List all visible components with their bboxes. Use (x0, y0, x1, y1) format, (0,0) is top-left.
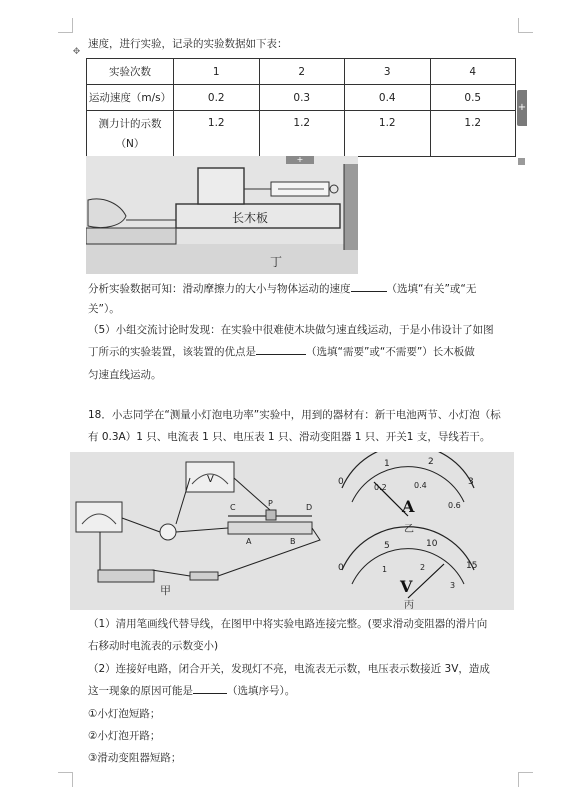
table-cell: 1.2 (259, 111, 345, 157)
page-corner-mark (58, 772, 73, 787)
voltmeter-bottom-tick: 3 (450, 581, 456, 590)
page-corner-mark (518, 772, 533, 787)
q18-text: 这一现象的原因可能是 (88, 685, 193, 697)
caption-bing: 丙 (404, 600, 414, 610)
caption-yi: 乙 (404, 524, 414, 535)
add-column-button[interactable]: + (517, 90, 527, 126)
voltmeter-top-tick: 10 (426, 539, 438, 549)
answer-blank[interactable] (351, 279, 387, 292)
caption-jia: 甲 (160, 584, 171, 597)
table-cell: 2 (259, 59, 345, 85)
analysis-line2: 关”）。 (88, 303, 120, 315)
q18-line1: 18．小志同学在“测量小灯泡电功率”实验中，用到的器材有：新干电池两节、小灯泡（标 (88, 409, 501, 421)
table-cell: 1.2 (345, 111, 431, 157)
ammeter-zero: 0 (338, 477, 344, 487)
analysis-text: 分析实验数据可知：滑动摩擦力的大小与物体运动的速度 (88, 283, 351, 295)
q18-sub1-line2: 右移动时电流表的示数变小) (88, 640, 219, 652)
rheostat-letter: P (268, 499, 273, 508)
table-cell: 1 (174, 59, 260, 85)
rheostat-letter: D (306, 503, 313, 512)
table-cell: 1.2 (430, 111, 516, 157)
table-cell: 4 (430, 59, 516, 85)
image-handle-icon[interactable]: + (286, 156, 314, 164)
q18-text: （选填序号）。 (227, 685, 296, 697)
q18-sub1-line1: （1）清用笔画线代替导线，在图甲中将实验电路连接完整。(要求滑动变阻器的滑片向 (88, 618, 488, 630)
q5-line1: （5）小组交流讨论时发现：在实验中很难使木块做匀速直线运动，于是小伟设计了如图 (88, 324, 494, 336)
force-label-line1: 测力计的示数 (98, 117, 162, 130)
table-cell: 0.2 (174, 85, 260, 111)
table-move-handle-icon[interactable]: ✥ (72, 47, 81, 57)
table-speed-label: 运动速度（m/s） (87, 85, 174, 111)
meter-left-letter: V (207, 474, 214, 485)
q5-line3: 匀速直线运动。 (88, 369, 162, 381)
voltmeter-top-tick: 5 (384, 541, 390, 551)
voltmeter-zero: 0 (338, 563, 344, 573)
ammeter-top-tick: 1 (384, 459, 390, 469)
q18-sub2-line1: （2）连接好电路，闭合开关，发现灯不亮，电流表无示数，电压表示数接近 3V，造成 (88, 663, 490, 675)
board-label: 长木板 (232, 211, 269, 225)
figure-ding-caption: 丁 (270, 255, 283, 269)
figure-ding-image (86, 156, 358, 274)
ammeter-unit: A (402, 497, 415, 516)
figure-circuit-image (70, 452, 514, 610)
table-cell: 1.2 (174, 111, 260, 157)
page-corner-mark (58, 18, 73, 33)
table-cell: 0.5 (430, 85, 516, 111)
q5-text: （选填“需要”或“不需要”）长木板做 (306, 346, 475, 358)
answer-blank[interactable] (256, 342, 306, 355)
voltmeter-bottom-tick: 2 (420, 563, 426, 572)
rheostat-letter: A (246, 537, 252, 546)
table-force-label (87, 111, 174, 157)
table-cell: 0.4 (345, 85, 431, 111)
voltmeter-unit: V (400, 577, 413, 596)
voltmeter-bottom-tick: 1 (382, 565, 388, 574)
ammeter-bottom-tick: 0.2 (374, 483, 387, 492)
ammeter-bottom-tick: 0.6 (448, 501, 461, 510)
page-corner-mark (518, 18, 533, 33)
option-item: ②小灯泡开路； (88, 730, 161, 742)
analysis-line1 (88, 278, 528, 300)
analysis-text: （选填“有关”或“无 (386, 283, 477, 295)
table-cell: 0.3 (259, 85, 345, 111)
table-cell: 3 (345, 59, 431, 85)
q18-sub2-line2 (88, 680, 528, 702)
ammeter-top-tick: 2 (428, 457, 434, 467)
q5-text: 丁所示的实验装置，该装置的优点是 (88, 346, 256, 358)
q5-line2 (88, 341, 528, 363)
voltmeter-top-tick: 15 (466, 561, 478, 571)
answer-blank[interactable] (193, 681, 227, 694)
intro-line: 速度，进行实验，记录的实验数据如下表： (88, 38, 288, 50)
table-resize-handle[interactable] (518, 158, 525, 165)
data-table (86, 58, 516, 157)
option-item: ①小灯泡短路； (88, 708, 161, 720)
table-header-label: 实验次数 (87, 59, 174, 85)
force-label-line2: （N） (115, 137, 145, 150)
option-item: ③滑动变阻器短路； (88, 752, 182, 764)
q18-line2: 有 0.3A）1 只、电流表 1 只、电压表 1 只、滑动变阻器 1 只、开关1 支，导线若干。 (88, 431, 491, 443)
ammeter-bottom-tick: 0.4 (414, 481, 427, 490)
rheostat-letter: C (230, 503, 236, 512)
ammeter-top-tick: 3 (468, 477, 474, 487)
rheostat-letter: B (290, 537, 296, 546)
